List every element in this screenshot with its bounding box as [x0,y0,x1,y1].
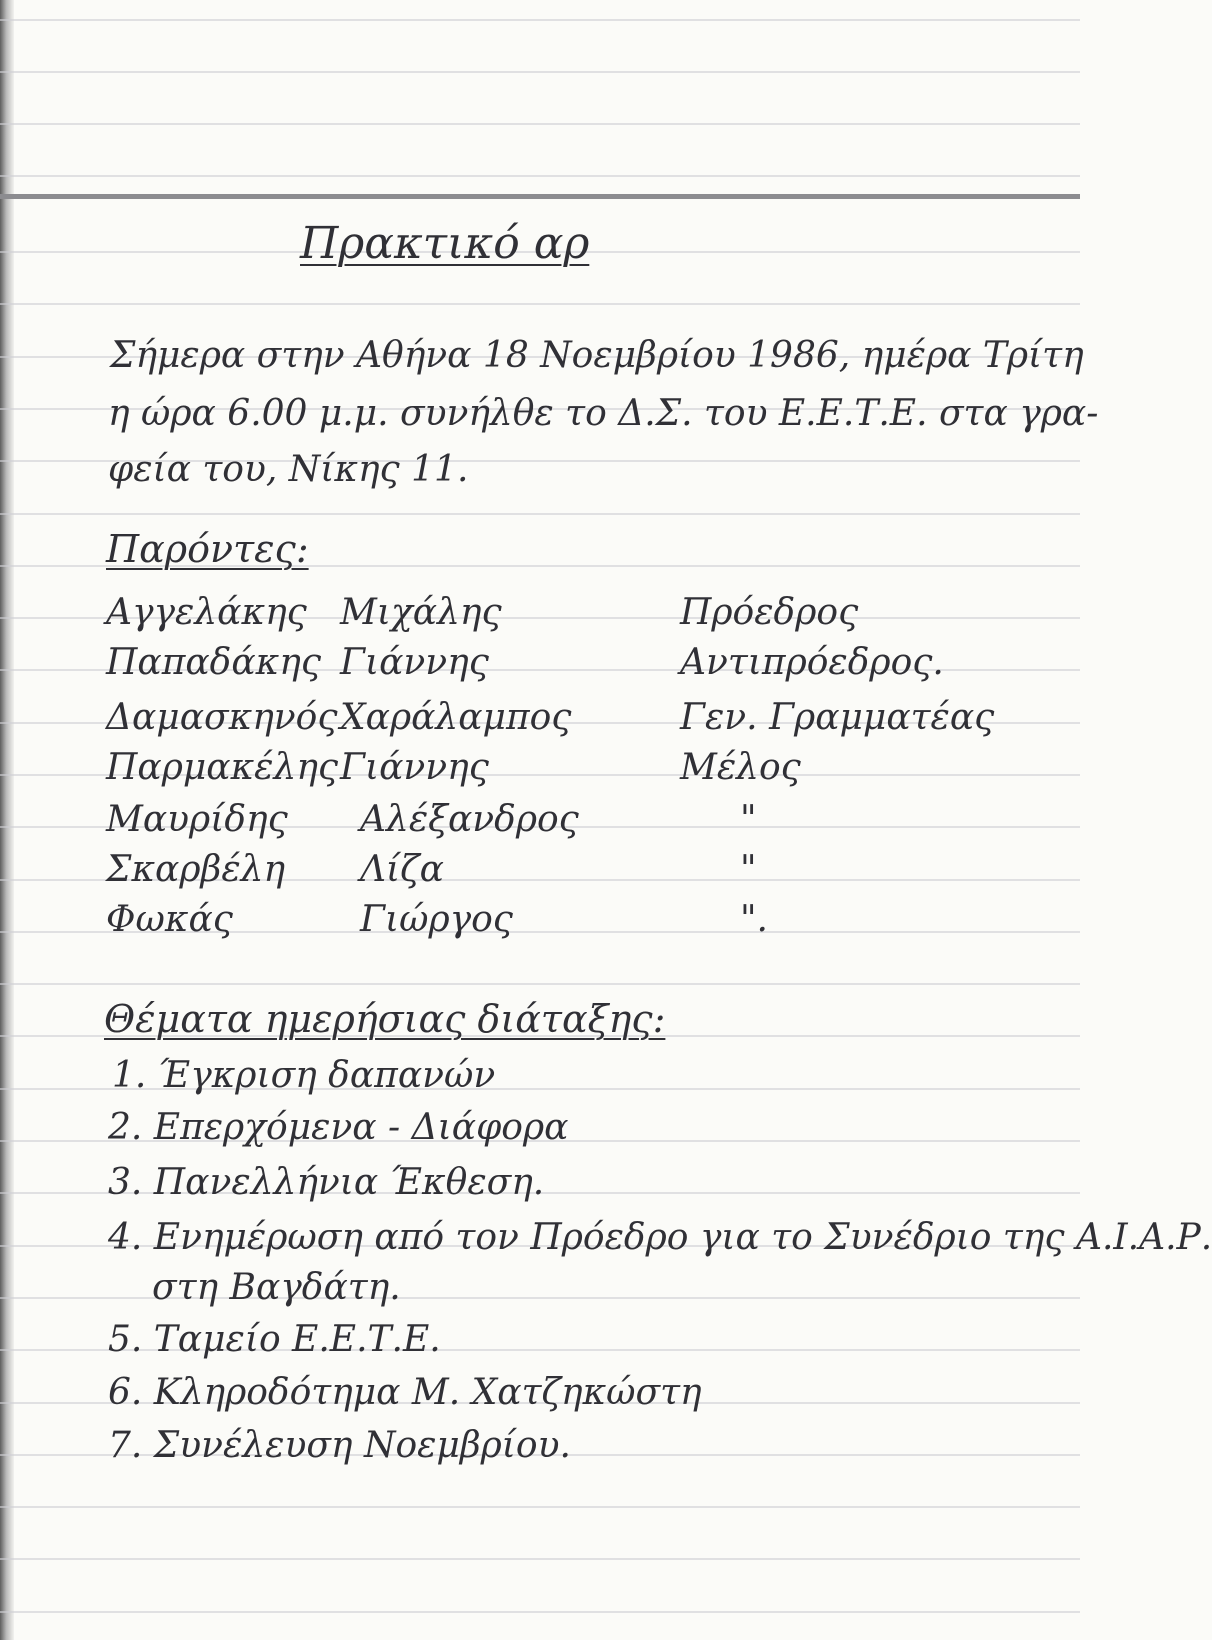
attendee-role: " [740,849,757,890]
attendee-role: Αντιπρόεδρος. [680,642,944,683]
agenda-item: 7. Συνέλευση Νοεμβρίου. [108,1425,571,1466]
attendee-first-name: Αλέξανδρος [360,799,579,840]
attendee-first-name: Μιχάλης [340,592,502,633]
attendee-surname: Δαμασκηνός [106,697,338,738]
intro-line: Σήμερα στην Αθήνα 18 Νοεμβρίου 1986, ημέρα Τρίτη [110,335,1084,376]
attendee-surname: Παπαδάκης [106,642,321,683]
attendee-role: Γεν. Γραμματέας [680,697,995,738]
attendee-role: ". [740,899,769,940]
intro-line: η ώρα 6.00 μ.μ. συνήλθε το Δ.Σ. του Ε.Ε.Τ.Ε. στα γρα- [108,393,1099,434]
agenda-item: 3. Πανελλήνια Έκθεση. [108,1162,545,1203]
attendee-first-name: Λίζα [360,849,444,890]
agenda-item: στη Βαγδάτη. [152,1267,401,1308]
attendee-surname: Παρμακέλης [106,747,339,788]
agenda-item: 5. Ταμείο Ε.Ε.Τ.Ε. [108,1319,441,1360]
attendee-first-name: Χαράλαμπος [340,697,572,738]
document-title: Πρακτικό αρ [300,218,590,269]
attendee-role: Μέλος [680,747,801,788]
agenda-item: 1. Έγκριση δαπανών [112,1055,496,1096]
agenda-item: 6. Κληροδότημα Μ. Χατζηκώστη [108,1372,702,1413]
intro-line: φεία του, Νίκης 11. [108,449,469,490]
top-margin-rule [0,194,1080,199]
agenda-heading: Θέματα ημερήσιας διάταξης: [104,997,666,1041]
agenda-item: 4. Ενημέρωση από τον Πρόεδρο για το Συνέδριο της Α.Ι.Α.Ρ. [108,1217,1212,1258]
attendee-first-name: Γιώργος [360,899,513,940]
agenda-item: 2. Επερχόμενα - Διάφορα [108,1107,569,1148]
attendee-first-name: Γιάννης [340,642,489,683]
attendees-heading: Παρόντες: [106,527,309,571]
attendee-surname: Σκαρβέλη [106,849,286,890]
attendee-role: " [740,799,757,840]
attendee-surname: Μαυρίδης [106,799,288,840]
attendee-surname: Φωκάς [106,899,233,940]
attendee-role: Πρόεδρος [680,592,859,633]
attendee-surname: Αγγελάκης [106,592,307,633]
attendee-first-name: Γιάννης [340,747,489,788]
